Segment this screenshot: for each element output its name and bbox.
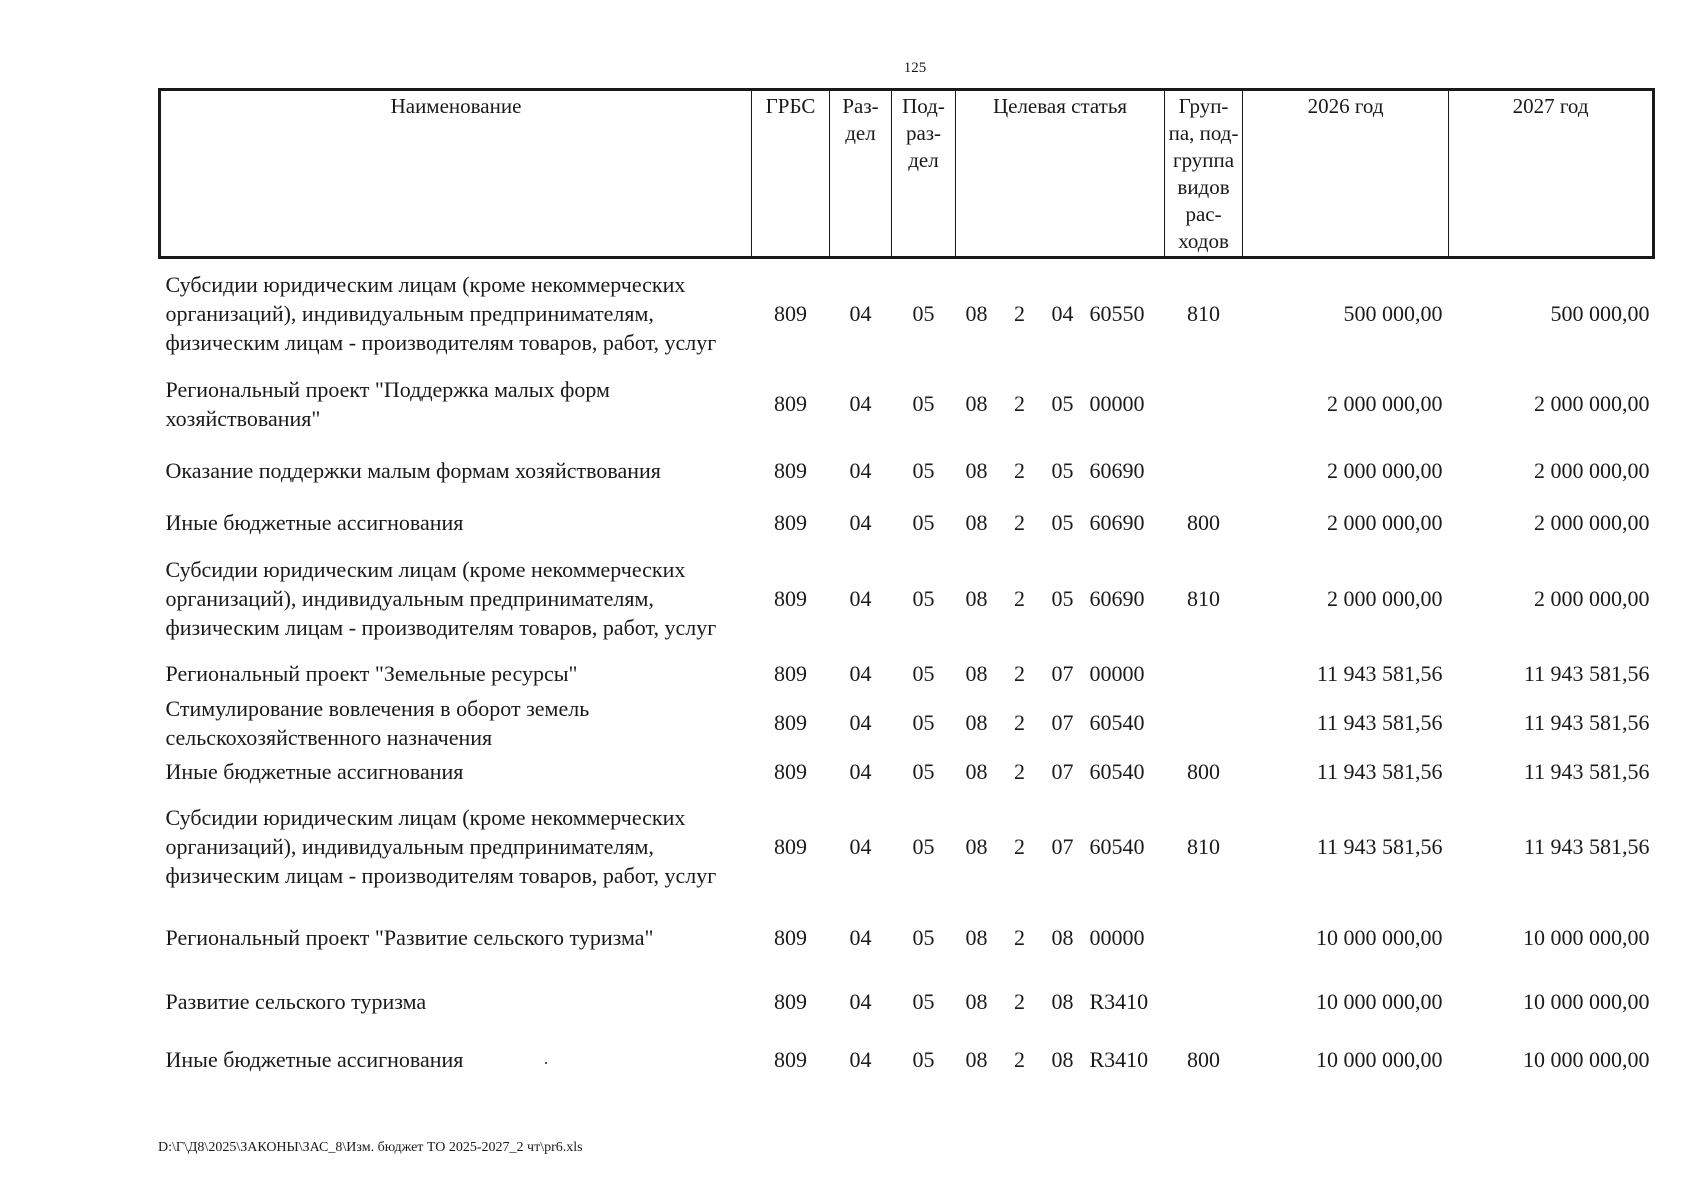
row-amount-2026: 10 000 000,00 xyxy=(1316,925,1443,950)
row-amount-2027: 11 943 581,56 xyxy=(1523,661,1650,686)
row-grbs: 809 xyxy=(774,586,807,611)
row-target-subprogram: 2 xyxy=(1014,391,1025,416)
row-podrazdel: 05 xyxy=(912,834,935,859)
row-grbs: 809 xyxy=(774,1047,807,1072)
row-grbs: 809 xyxy=(774,391,807,416)
row-expense-group xyxy=(1165,974,1243,1030)
row-razdel: 04 xyxy=(849,586,872,611)
row-amount-2026: 11 943 581,56 xyxy=(1316,759,1443,784)
header-year-2027: 2027 год xyxy=(1449,90,1654,258)
row-grbs: 809 xyxy=(774,300,807,326)
row-podrazdel: 05 xyxy=(912,925,935,950)
row-expense-group: 810 xyxy=(1187,300,1221,326)
row-razdel: 04 xyxy=(849,1047,872,1072)
row-podrazdel: 05 xyxy=(912,1047,935,1072)
header-razdel: Раз- дел xyxy=(830,90,892,258)
row-podrazdel: 05 xyxy=(912,710,935,735)
row-amount-2027: 10 000 000,00 xyxy=(1523,925,1650,950)
row-amount-2027: 2 000 000,00 xyxy=(1534,510,1650,535)
row-podrazdel: 05 xyxy=(912,391,935,416)
row-name: Оказание поддержки малым формам хозяйствования xyxy=(165,458,661,483)
row-razdel: 04 xyxy=(849,925,872,950)
row-podrazdel: 05 xyxy=(912,586,935,611)
row-grbs: 809 xyxy=(774,661,807,686)
table-row xyxy=(160,544,1654,654)
row-target-program: 08 xyxy=(965,458,988,483)
row-target-direction: 60540 xyxy=(1089,834,1145,859)
row-amount-2027: 11 943 581,56 xyxy=(1523,710,1650,735)
row-amount-2027: 2 000 000,00 xyxy=(1534,586,1650,611)
row-amount-2026: 2 000 000,00 xyxy=(1327,586,1443,611)
header-group: Груп- па, под- группа видов рас- ходов xyxy=(1165,90,1243,258)
row-target-subprogram: 2 xyxy=(1014,510,1025,535)
row-target-direction: 00000 xyxy=(1089,925,1145,950)
row-name: Субсидии юридическим лицам (кроме некоммерческих организаций), индивидуальным предпринимателям, физическим лицам - производителям товаров, работ, услуг xyxy=(165,805,717,888)
table-header-row xyxy=(160,90,1654,258)
row-podrazdel: 05 xyxy=(912,989,935,1014)
row-target-direction: R3410 xyxy=(1089,989,1149,1014)
scan-dot xyxy=(545,1062,547,1064)
header-name: Наименование xyxy=(160,90,752,258)
page-number: 125 xyxy=(903,60,927,76)
row-grbs: 809 xyxy=(774,759,807,784)
row-name: Региональный проект "Поддержка малых форм хозяйствования" xyxy=(165,376,610,431)
row-target-direction: 60690 xyxy=(1089,510,1145,535)
row-amount-2027: 11 943 581,56 xyxy=(1523,834,1650,859)
row-target-direction: 60540 xyxy=(1089,759,1145,784)
row-podrazdel: 05 xyxy=(912,458,935,483)
row-target-program: 08 xyxy=(965,1047,988,1072)
row-target-main-event: 05 xyxy=(1051,391,1074,416)
table-row xyxy=(160,502,1654,544)
table-row xyxy=(160,694,1654,752)
row-podrazdel: 05 xyxy=(912,759,935,784)
row-podrazdel: 05 xyxy=(912,300,935,326)
row-target-subprogram: 2 xyxy=(1014,710,1025,735)
row-podrazdel: 05 xyxy=(912,661,935,686)
table-body xyxy=(160,258,1654,1090)
row-target-main-event: 05 xyxy=(1051,458,1074,483)
row-target-main-event: 08 xyxy=(1051,989,1074,1014)
row-target-program: 08 xyxy=(965,834,988,859)
row-razdel: 04 xyxy=(849,661,872,686)
row-target-subprogram: 2 xyxy=(1014,661,1025,686)
row-razdel: 04 xyxy=(849,834,872,859)
row-target-program: 08 xyxy=(965,586,988,611)
row-target-program: 08 xyxy=(965,989,988,1014)
row-target-program: 08 xyxy=(965,710,988,735)
row-target-subprogram: 2 xyxy=(1014,834,1025,859)
row-expense-group xyxy=(1165,902,1243,974)
row-amount-2026: 11 943 581,56 xyxy=(1316,834,1443,859)
row-name: Региональный проект "Земельные ресурсы" xyxy=(165,661,578,686)
row-name: Субсидии юридическим лицам (кроме некоммерческих организаций), индивидуальным предпринимателям, физическим лицам - производителям товаров, работ, услуг xyxy=(165,271,717,355)
header-grbs: ГРБС xyxy=(752,90,830,258)
row-grbs: 809 xyxy=(774,989,807,1014)
row-target-direction: 60540 xyxy=(1089,710,1145,735)
row-name: Региональный проект "Развитие сельского туризма" xyxy=(165,925,654,950)
row-target-main-event: 08 xyxy=(1051,925,1074,950)
row-target-main-event: 07 xyxy=(1051,661,1074,686)
row-target-program: 08 xyxy=(965,300,988,326)
row-name: Иные бюджетные ассигнования xyxy=(165,1047,464,1072)
row-amount-2026: 2 000 000,00 xyxy=(1327,391,1443,416)
row-expense-group: 810 xyxy=(1187,834,1221,859)
header-target-article: Целевая статья xyxy=(956,90,1165,258)
row-razdel: 04 xyxy=(849,458,872,483)
row-podrazdel: 05 xyxy=(912,510,935,535)
row-grbs: 809 xyxy=(774,710,807,735)
row-expense-group xyxy=(1165,694,1243,752)
row-target-main-event: 08 xyxy=(1051,1047,1074,1072)
row-razdel: 04 xyxy=(849,510,872,535)
row-expense-group: 800 xyxy=(1187,510,1221,535)
row-target-direction: 00000 xyxy=(1089,661,1145,686)
row-target-subprogram: 2 xyxy=(1014,925,1025,950)
row-expense-group xyxy=(1165,654,1243,694)
row-amount-2027: 10 000 000,00 xyxy=(1523,989,1650,1014)
row-target-program: 08 xyxy=(965,759,988,784)
row-expense-group: 800 xyxy=(1187,1047,1221,1072)
row-target-subprogram: 2 xyxy=(1014,1047,1025,1072)
table-row xyxy=(160,258,1654,368)
row-amount-2027: 2 000 000,00 xyxy=(1534,391,1650,416)
row-razdel: 04 xyxy=(849,989,872,1014)
row-target-program: 08 xyxy=(965,510,988,535)
row-amount-2026: 11 943 581,56 xyxy=(1316,661,1443,686)
table-row xyxy=(160,440,1654,502)
row-target-subprogram: 2 xyxy=(1014,586,1025,611)
row-amount-2027: 11 943 581,56 xyxy=(1523,759,1650,784)
row-amount-2026: 10 000 000,00 xyxy=(1316,1047,1443,1072)
row-amount-2026: 10 000 000,00 xyxy=(1316,989,1443,1014)
row-target-direction: 60690 xyxy=(1089,458,1145,483)
row-target-main-event: 07 xyxy=(1051,834,1074,859)
row-grbs: 809 xyxy=(774,510,807,535)
row-grbs: 809 xyxy=(774,925,807,950)
row-expense-group xyxy=(1165,368,1243,440)
budget-table xyxy=(158,88,1655,1090)
row-amount-2027: 10 000 000,00 xyxy=(1523,1047,1650,1072)
table-row xyxy=(160,1030,1654,1090)
row-razdel: 04 xyxy=(849,710,872,735)
row-amount-2026: 11 943 581,56 xyxy=(1316,710,1443,735)
row-target-subprogram: 2 xyxy=(1014,458,1025,483)
row-name: Иные бюджетные ассигнования xyxy=(165,510,464,535)
table-row xyxy=(160,368,1654,440)
file-path-footer: D:\Г\Д8\2025\ЗАКОНЫ\ЗАС_8\Изм. бюджет ТО 2025-2027_2 чт\pr6.xls xyxy=(158,1140,583,1155)
row-expense-group xyxy=(1165,440,1243,502)
row-name: Субсидии юридическим лицам (кроме некоммерческих организаций), индивидуальным предпринимателям, физическим лицам - производителям товаров, работ, услуг xyxy=(165,557,717,640)
row-target-main-event: 04 xyxy=(1051,300,1074,326)
table-row xyxy=(160,752,1654,792)
table-row xyxy=(160,654,1654,694)
row-target-program: 08 xyxy=(965,661,988,686)
row-target-direction: 60550 xyxy=(1089,300,1145,326)
header-podrazdel: Под- раз- дел xyxy=(892,90,956,258)
row-amount-2027: 500 000,00 xyxy=(1550,300,1650,326)
row-target-program: 08 xyxy=(965,925,988,950)
row-target-direction: 00000 xyxy=(1089,391,1145,416)
table-row xyxy=(160,792,1654,902)
row-grbs: 809 xyxy=(774,458,807,483)
row-amount-2026: 2 000 000,00 xyxy=(1327,458,1443,483)
row-target-main-event: 05 xyxy=(1051,510,1074,535)
table-row xyxy=(160,902,1654,974)
row-razdel: 04 xyxy=(849,300,872,326)
row-amount-2026: 2 000 000,00 xyxy=(1327,510,1443,535)
row-razdel: 04 xyxy=(849,759,872,784)
row-target-subprogram: 2 xyxy=(1014,989,1025,1014)
row-razdel: 04 xyxy=(849,391,872,416)
row-target-direction: R3410 xyxy=(1089,1047,1149,1072)
row-target-program: 08 xyxy=(965,391,988,416)
row-target-subprogram: 2 xyxy=(1014,759,1025,784)
row-amount-2026: 500 000,00 xyxy=(1343,300,1443,326)
row-target-direction: 60690 xyxy=(1089,586,1145,611)
row-target-main-event: 07 xyxy=(1051,759,1074,784)
row-expense-group: 810 xyxy=(1187,586,1221,611)
row-name: Иные бюджетные ассигнования xyxy=(165,759,464,784)
table-row xyxy=(160,974,1654,1030)
row-amount-2027: 2 000 000,00 xyxy=(1534,458,1650,483)
row-name: Стимулирование вовлечения в оборот земель сельскохозяйственного назначения xyxy=(165,695,590,750)
row-name: Развитие сельского туризма xyxy=(165,989,427,1014)
row-expense-group: 800 xyxy=(1187,759,1221,784)
row-target-subprogram: 2 xyxy=(1014,300,1025,326)
row-target-main-event: 07 xyxy=(1051,710,1074,735)
row-target-main-event: 05 xyxy=(1051,586,1074,611)
row-grbs: 809 xyxy=(774,834,807,859)
header-year-2026: 2026 год xyxy=(1243,90,1449,258)
